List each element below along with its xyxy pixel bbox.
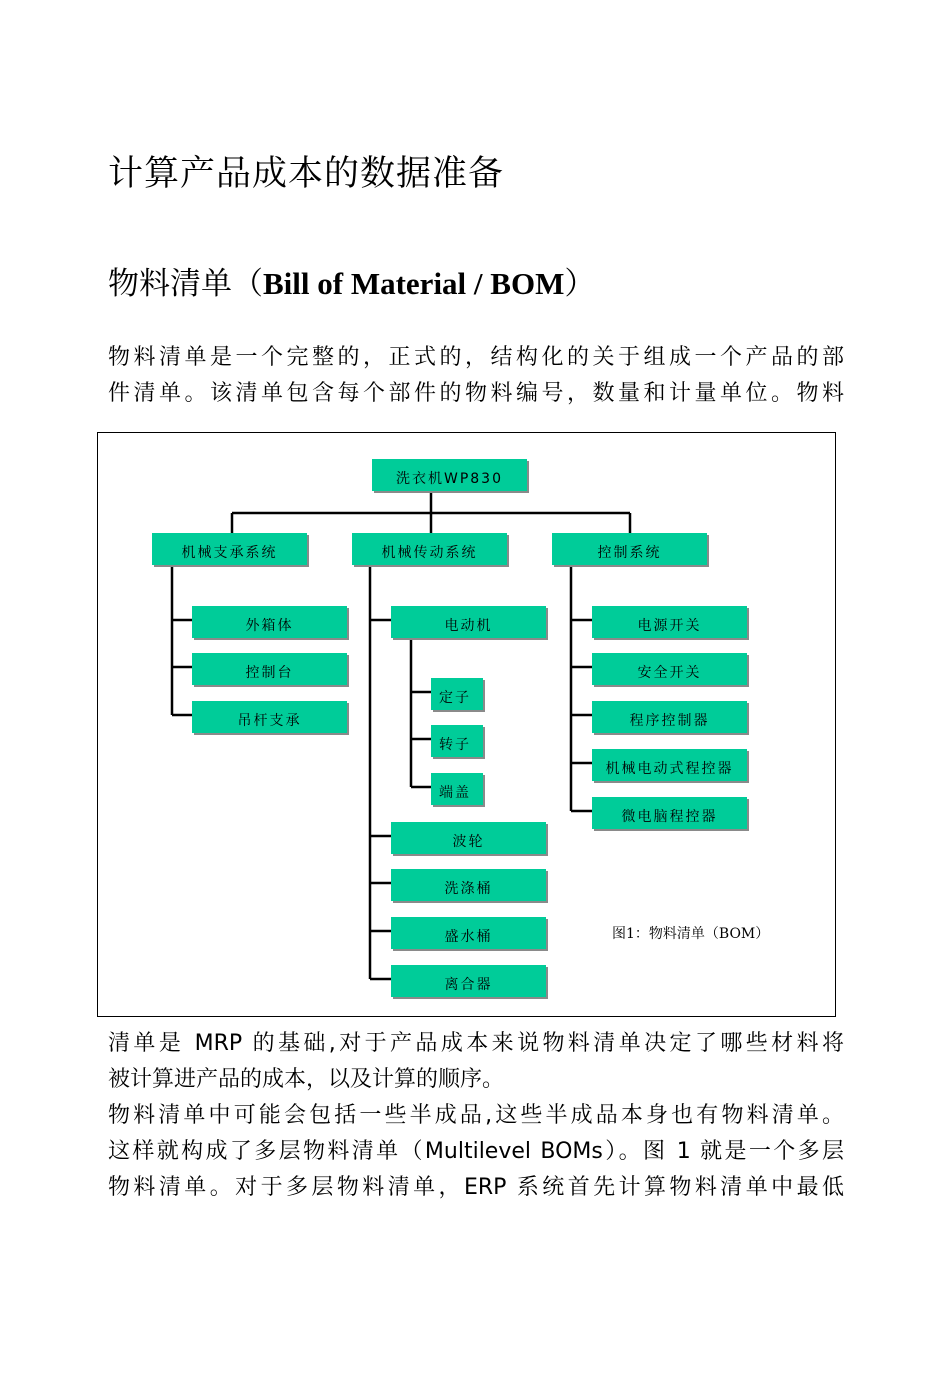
group-node-3-label: 控制系统 bbox=[597, 545, 662, 561]
motor-part-node-label: 转子 bbox=[439, 737, 471, 753]
child-node bbox=[391, 917, 548, 951]
section-heading bbox=[108, 258, 595, 303]
child-node-label: 控制台 bbox=[245, 665, 294, 681]
figure-caption: 图1：物料清单（BOM） bbox=[612, 926, 770, 942]
section-heading-en: Bill of Material / BOM bbox=[263, 266, 565, 301]
child-node bbox=[391, 965, 548, 999]
motor-part-node-label: 定子 bbox=[439, 690, 471, 706]
child-node-label: 电动机 bbox=[444, 618, 493, 634]
child-node-label: 安全开关 bbox=[637, 665, 702, 681]
child-node-label: 程序控制器 bbox=[629, 713, 710, 729]
child-node-label: 洗涤桶 bbox=[444, 881, 493, 897]
child-node-label: 电源开关 bbox=[637, 618, 702, 634]
group-node-3 bbox=[552, 533, 709, 567]
bom-tree-diagram bbox=[98, 433, 837, 1018]
page-title: 计算产品成本的数据准备 bbox=[108, 154, 505, 194]
child-node bbox=[592, 797, 749, 831]
child-node-label: 波轮 bbox=[452, 834, 485, 850]
paragraph-line: 物料清单是一个完整的，正式的，结构化的关于组成一个产品的部 bbox=[108, 345, 844, 370]
group-node-1 bbox=[152, 533, 309, 567]
section-heading-cn: 物料清单（ bbox=[108, 266, 263, 302]
child-node bbox=[192, 606, 349, 640]
child-node-label: 吊杆支承 bbox=[237, 713, 302, 729]
child-node bbox=[592, 653, 749, 687]
paragraph-line: 物料清单中可能会包括一些半成品,这些半成品本身也有物料清单。 bbox=[108, 1103, 844, 1128]
intro-paragraph bbox=[108, 340, 844, 412]
body-paragraph bbox=[108, 1026, 844, 1206]
paragraph-line: 件清单。该清单包含每个部件的物料编号，数量和计量单位。物料 bbox=[108, 381, 844, 406]
motor-part-node bbox=[431, 725, 485, 759]
bom-figure bbox=[97, 432, 836, 1017]
group-node-2 bbox=[352, 533, 509, 567]
child-node bbox=[192, 653, 349, 687]
paragraph-line: 物料清单。对于多层物料清单，ERP 系统首先计算物料清单中最低 bbox=[108, 1175, 844, 1200]
paragraph-line: 被计算进产品的成本，以及计算的顺序。 bbox=[108, 1067, 505, 1092]
child-node-label: 外箱体 bbox=[245, 618, 294, 634]
section-heading-close: ） bbox=[564, 266, 596, 302]
child-node bbox=[391, 869, 548, 903]
group-node-1-label: 机械支承系统 bbox=[181, 545, 278, 561]
child-node bbox=[592, 701, 749, 735]
child-node-label: 机械电动式程控器 bbox=[605, 761, 734, 777]
motor-part-node bbox=[431, 678, 485, 712]
paragraph-line: 这样就构成了多层物料清单（Multilevel BOMs）。图 1 就是一个多层 bbox=[108, 1139, 844, 1164]
root-node bbox=[372, 459, 529, 493]
child-node-label: 盛水桶 bbox=[444, 929, 493, 945]
child-node-label: 微电脑程控器 bbox=[621, 809, 718, 825]
motor-part-node bbox=[431, 773, 485, 807]
root-node-label: 洗衣机WP830 bbox=[395, 471, 504, 487]
motor-part-node-label: 端盖 bbox=[439, 785, 471, 801]
group-node-2-label: 机械传动系统 bbox=[381, 545, 478, 561]
child-node bbox=[391, 822, 548, 856]
paragraph-line: 清单是 MRP 的基础,对于产品成本来说物料清单决定了哪些材料将 bbox=[108, 1031, 844, 1056]
child-node-label: 离合器 bbox=[444, 977, 493, 993]
child-node bbox=[391, 606, 548, 640]
child-node bbox=[192, 701, 349, 735]
child-node bbox=[592, 606, 749, 640]
child-node bbox=[592, 749, 749, 783]
